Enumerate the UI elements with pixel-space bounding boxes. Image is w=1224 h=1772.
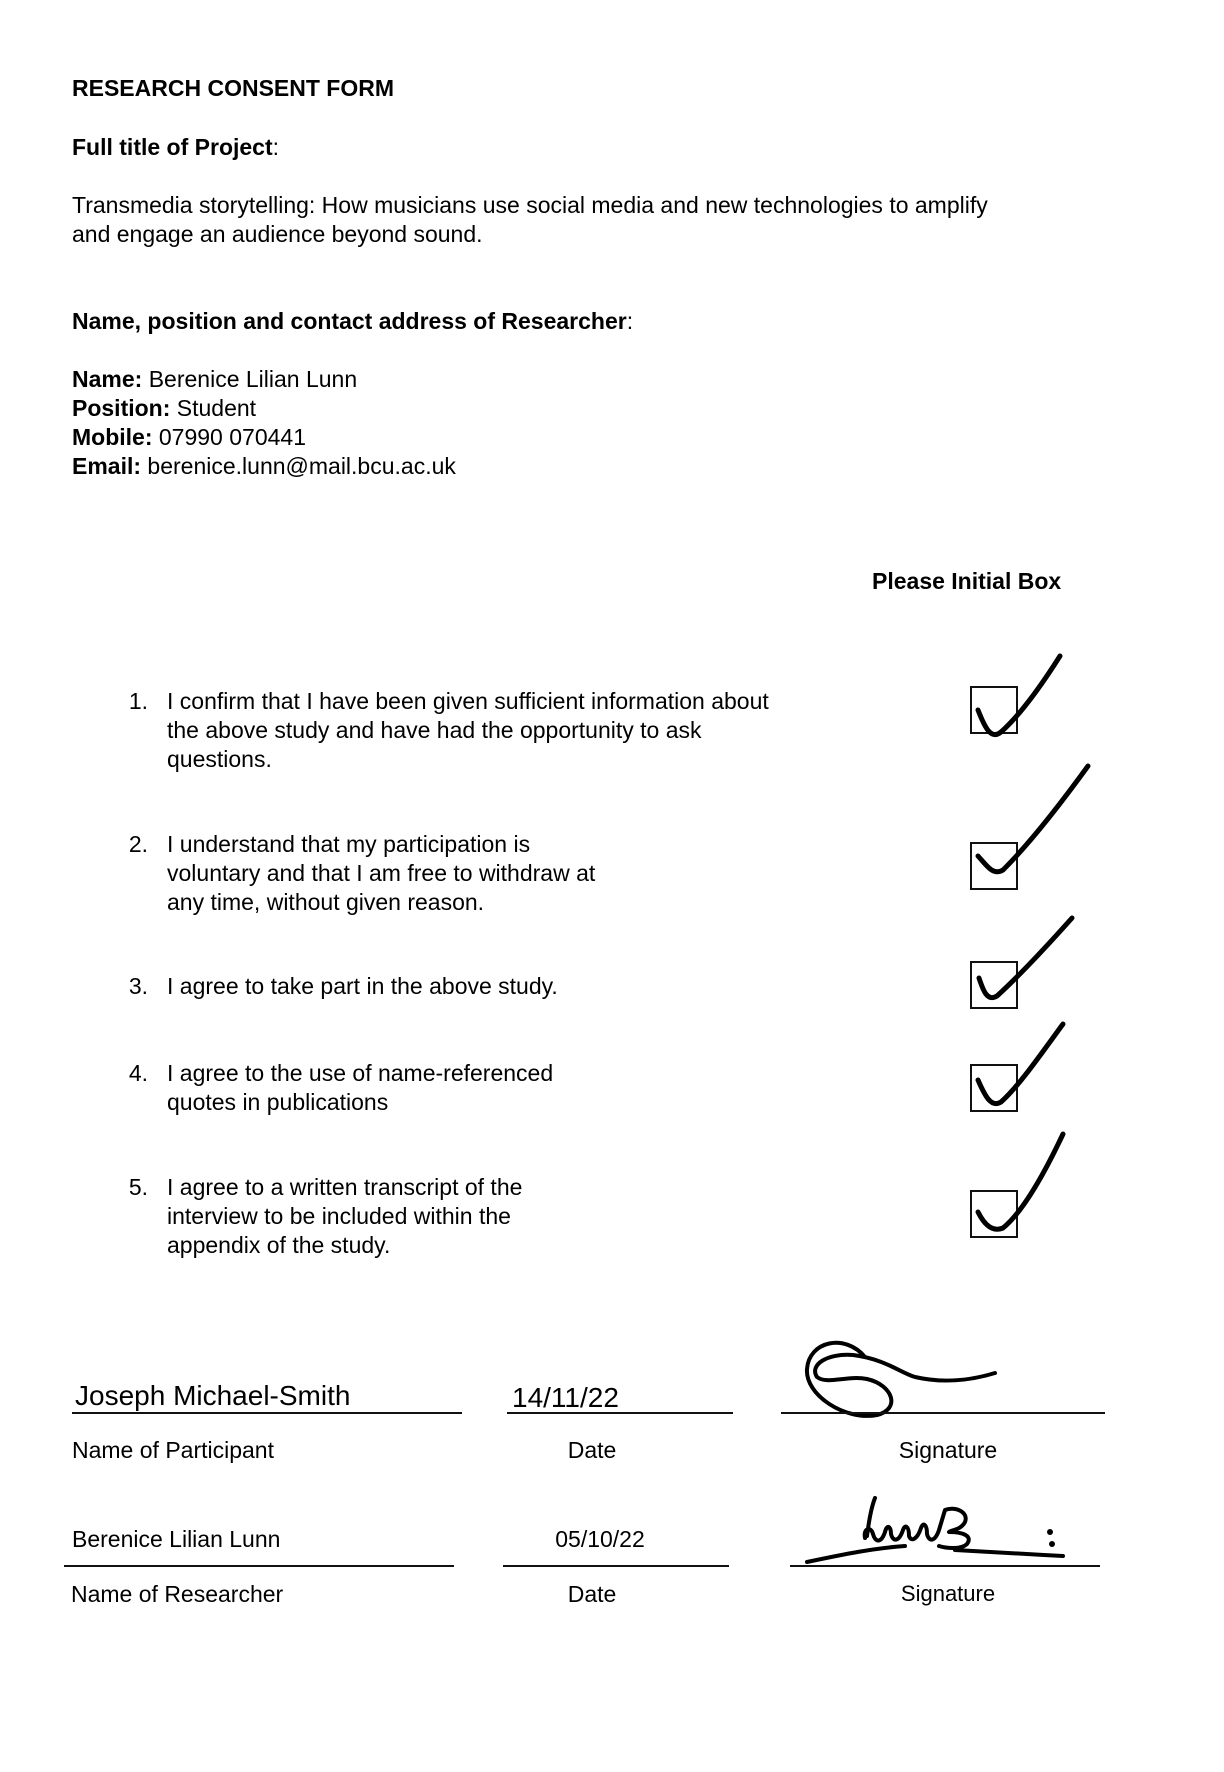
statement-5-number: 5. bbox=[128, 1174, 148, 1200]
researcher-mobile-value: 07990 070441 bbox=[158, 424, 306, 450]
researcher-position-value: Student bbox=[176, 395, 257, 421]
participant-name-value: Joseph Michael-Smith bbox=[75, 1380, 351, 1411]
researcher-date-line bbox=[503, 1565, 729, 1567]
statement-1-line-3: questions. bbox=[167, 746, 272, 772]
researcher-email-row bbox=[72, 452, 456, 481]
researcher-email-value: berenice.lunn@mail.bcu.ac.uk bbox=[147, 453, 456, 479]
statement-1-checkmark-icon bbox=[975, 650, 1065, 750]
participant-date-line bbox=[507, 1412, 733, 1414]
researcher-position-label: Position: bbox=[72, 395, 171, 421]
statement-1-line-1: I confirm that I have been given sufficient information about bbox=[167, 688, 769, 714]
statement-3-checkmark-icon bbox=[975, 912, 1080, 1012]
statement-2-line-1: I understand that my participation is bbox=[167, 831, 531, 857]
researcher-name-value: Berenice Lilian Lunn bbox=[148, 366, 358, 392]
researcher-name-line bbox=[64, 1565, 454, 1567]
statement-2-line-2: voluntary and that I am free to withdraw at bbox=[167, 860, 596, 886]
researcher-heading-label: Name, position and contact address of Researcher bbox=[72, 308, 627, 334]
participant-signature-caption: Signature bbox=[898, 1437, 998, 1463]
researcher-heading: Name, position and contact address of Researcher: bbox=[72, 308, 634, 334]
statement-1-line-2: the above study and have had the opportunity to ask bbox=[167, 717, 702, 743]
statement-4-checkmark-icon bbox=[975, 1018, 1070, 1118]
project-title-line-2: and engage an audience beyond sound. bbox=[72, 221, 483, 247]
researcher-mobile-label: Mobile: bbox=[72, 424, 153, 450]
participant-date-caption: Date bbox=[567, 1437, 617, 1463]
participant-name-line bbox=[72, 1412, 462, 1414]
statement-5-line-1: I agree to a written transcript of the bbox=[167, 1174, 523, 1200]
participant-signature-line bbox=[781, 1412, 1105, 1414]
statement-4-line-2: quotes in publications bbox=[167, 1089, 389, 1115]
researcher-signature-line bbox=[790, 1565, 1100, 1567]
statement-2-checkmark-icon bbox=[975, 760, 1095, 880]
statement-4-line-1: I agree to the use of name-referenced bbox=[167, 1060, 554, 1086]
researcher-signature-icon bbox=[805, 1490, 1065, 1570]
project-heading-label: Full title of Project bbox=[72, 134, 273, 160]
researcher-signoff-name-caption: Name of Researcher bbox=[71, 1581, 284, 1607]
statement-1-number: 1. bbox=[128, 688, 148, 714]
statement-5-line-2: interview to be included within the bbox=[167, 1203, 511, 1229]
researcher-mobile-row bbox=[72, 423, 306, 452]
researcher-email-label: Email: bbox=[72, 453, 142, 479]
statement-5-checkmark-icon bbox=[975, 1128, 1070, 1243]
researcher-name-row bbox=[72, 365, 357, 394]
researcher-signoff-name-value: Berenice Lilian Lunn bbox=[72, 1526, 281, 1552]
researcher-signoff-date-caption: Date bbox=[567, 1581, 617, 1607]
initial-box-label: Please Initial Box bbox=[872, 568, 1062, 594]
statement-2-number: 2. bbox=[128, 831, 148, 857]
researcher-position-row bbox=[72, 394, 256, 423]
researcher-signoff-date-value: 05/10/22 bbox=[555, 1526, 645, 1552]
statement-3-number: 3. bbox=[128, 973, 148, 999]
participant-name-caption: Name of Participant bbox=[72, 1437, 274, 1463]
statement-2-line-3: any time, without given reason. bbox=[167, 889, 485, 915]
participant-signature-icon bbox=[805, 1325, 1005, 1425]
project-title-line-1: Transmedia storytelling: How musicians use social media and new technologies to amplify bbox=[72, 192, 988, 218]
researcher-name-label: Name: bbox=[72, 366, 143, 392]
form-title: RESEARCH CONSENT FORM bbox=[72, 75, 395, 101]
statement-3-line-1: I agree to take part in the above study. bbox=[167, 973, 558, 999]
researcher-signoff-signature-caption: Signature bbox=[900, 1581, 996, 1606]
project-heading: Full title of Project: bbox=[72, 134, 280, 160]
participant-date-value: 14/11/22 bbox=[512, 1382, 619, 1413]
statement-4-number: 4. bbox=[128, 1060, 148, 1086]
statement-5-line-3: appendix of the study. bbox=[167, 1232, 391, 1258]
